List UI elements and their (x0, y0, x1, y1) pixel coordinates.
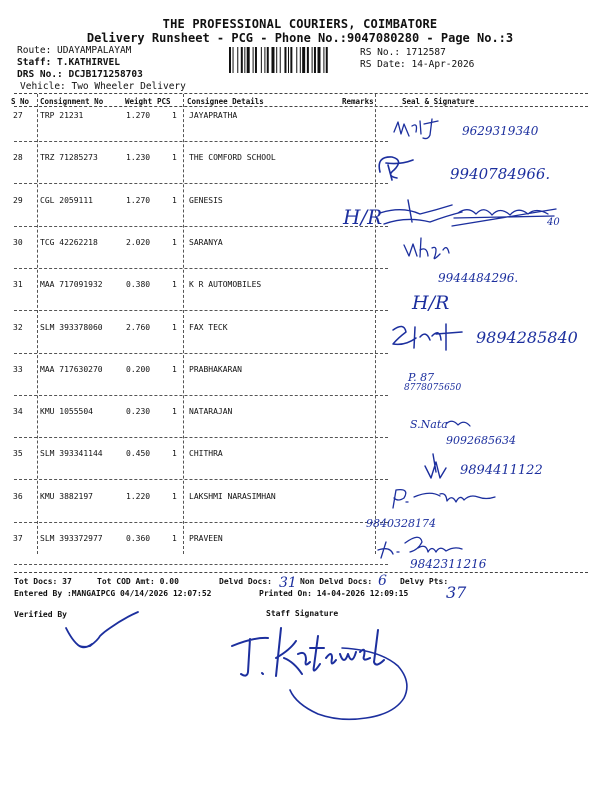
row-consignee: LAKSHMI NARASIMHAN (189, 491, 276, 501)
row-separator (14, 268, 388, 269)
row-sno: 28 (13, 153, 23, 163)
signature-text: P. 87 (408, 371, 435, 384)
delivered-docs-label: Delvd Docs: (219, 577, 272, 586)
row-separator (14, 353, 388, 354)
row-separator (14, 310, 388, 311)
row-weight: 1.270 (126, 111, 151, 120)
row-pcs: 1 (172, 449, 177, 459)
rs-number: RS No.: 1712587 (360, 47, 446, 58)
recipient-phone: 9092685634 (446, 434, 516, 447)
delivery-points-count: 37 (446, 583, 467, 602)
row-pcs: 1 (172, 534, 177, 543)
row-sno: 30 (13, 237, 23, 247)
row-consignee: CHITHRA (189, 449, 223, 459)
row-consignee: THE COMFORD SCHOOL (189, 153, 276, 163)
recipient-phone: 9842311216 (410, 557, 487, 571)
row-consignment-no: KMU 1055504 (40, 407, 93, 417)
row-weight: 0.450 (126, 449, 151, 459)
header-rule-bottom (14, 106, 588, 107)
table-row (0, 111, 600, 151)
row-weight: 0.230 (126, 407, 151, 417)
row-separator (14, 226, 388, 227)
row-sno: 32 (13, 322, 23, 332)
recipient-phone: 9940784966. (450, 165, 551, 183)
vehicle-label: Vehicle: Two Wheeler Delivery (20, 81, 186, 92)
row-sno: 37 (13, 534, 23, 543)
row-weight: 0.380 (126, 280, 151, 290)
row-pcs: 1 (172, 491, 177, 501)
company-title: THE PROFESSIONAL COURIERS, COIMBATORE (162, 17, 438, 31)
recipient-phone: 8778075650 (404, 383, 462, 393)
table-row (0, 534, 600, 574)
route-label: Route: UDAYAMPALAYAM (17, 45, 132, 56)
recipient-phone: 9840328174 (366, 517, 436, 530)
row-separator (14, 479, 388, 480)
table-row (0, 153, 600, 193)
row-consignee: PRAVEEN (189, 534, 223, 543)
row-consignment-no: MAA 717630270 (40, 364, 103, 374)
row-consignee: SARANYA (189, 237, 223, 247)
table-row (0, 449, 600, 489)
row-sno: 36 (13, 491, 23, 501)
row-consignment-no: SLM 393341144 (40, 449, 103, 459)
verified-by-label: Verified By (14, 610, 67, 619)
row-consignee: PRABHAKARAN (189, 364, 242, 374)
col-sno: S No (11, 97, 30, 106)
row-sno: 35 (13, 449, 23, 459)
row-consignee: JAYAPRATHA (189, 111, 238, 120)
row-weight: 0.200 (126, 364, 151, 374)
row-pcs: 1 (172, 195, 177, 205)
col-consignee: Consignee Details (187, 97, 264, 106)
table-row (0, 196, 600, 236)
entered-by: Entered By :MANGAIPCG 04/14/2026 12:07:52 (14, 589, 212, 598)
row-weight: 0.360 (126, 534, 151, 543)
col-weight: Weight (125, 97, 153, 106)
row-consignment-no: TRP 21231 (40, 111, 84, 120)
row-consignment-no: MAA 717091932 (40, 280, 103, 290)
row-sno: 33 (13, 364, 23, 374)
recipient-phone: 40 (547, 217, 560, 228)
row-consignment-no: CGL 2059111 (40, 195, 93, 205)
table-row (0, 492, 600, 532)
table-row (0, 323, 600, 363)
row-consignee: FAX TECK (189, 322, 228, 332)
recipient-phone: 9629319340 (462, 124, 539, 138)
row-consignee: NATARAJAN (189, 407, 233, 417)
row-separator (14, 437, 388, 438)
recipient-phone: 9894285840 (476, 328, 578, 347)
staff-signature-label: Staff Signature (266, 609, 339, 618)
rs-date: RS Date: 14-Apr-2026 (360, 59, 475, 70)
row-weight: 1.270 (126, 195, 151, 205)
row-sno: 29 (13, 195, 23, 205)
delivery-points-label: Delvy Pts: (400, 577, 449, 586)
row-weight: 1.230 (126, 153, 151, 163)
table-row (0, 365, 600, 405)
non-delivered-docs-label: Non Delvd Docs: (300, 577, 373, 586)
row-consignee: K R AUTOMOBILES (189, 280, 262, 290)
handover-mark: H/R (343, 205, 383, 229)
barcode-image (229, 47, 357, 73)
table-row (0, 280, 600, 320)
row-consignment-no: SLM 393378060 (40, 322, 103, 332)
row-pcs: 1 (172, 153, 177, 163)
printed-on: Printed On: 14-04-2026 12:09:15 (259, 589, 409, 598)
row-weight: 1.220 (126, 491, 151, 501)
row-pcs: 1 (172, 364, 177, 374)
row-sno: 31 (13, 280, 23, 290)
row-separator (14, 564, 388, 565)
signature-text: S.Nata (410, 418, 448, 431)
non-delivered-docs-count: 6 (378, 573, 387, 589)
recipient-phone: 9944484296. (438, 271, 519, 285)
totals-rule (14, 572, 588, 573)
row-consignment-no: KMU 3882197 (40, 491, 93, 501)
drs-number: DRS No.: DCJB171258703 (17, 69, 143, 80)
col-pcs: PCS (157, 97, 171, 106)
delivered-docs-count: 31 (279, 575, 297, 591)
row-pcs: 1 (172, 322, 177, 332)
handover-mark: H/R (412, 292, 450, 314)
col-remarks: Remarks (342, 97, 374, 106)
recipient-phone: 9894411122 (460, 463, 543, 478)
row-separator (14, 141, 388, 142)
row-consignment-no: TCG 42262218 (40, 237, 98, 247)
signature-flourish (290, 648, 407, 719)
table-row (0, 238, 600, 278)
row-pcs: 1 (172, 280, 177, 290)
total-cod-amount: Tot COD Amt: 0.00 (97, 577, 179, 586)
row-consignee: GENESIS (189, 195, 223, 205)
col-consignment: Consignment No (40, 97, 104, 106)
table-row (0, 407, 600, 447)
row-sno: 34 (13, 407, 23, 417)
row-weight: 2.020 (126, 237, 151, 247)
row-pcs: 1 (172, 111, 177, 120)
row-separator (14, 395, 388, 396)
row-consignment-no: SLM 393372977 (40, 534, 103, 543)
header-rule-top (14, 93, 588, 94)
row-sno: 27 (13, 111, 23, 120)
row-separator (14, 183, 388, 184)
row-pcs: 1 (172, 237, 177, 247)
row-consignment-no: TRZ 71285273 (40, 153, 98, 163)
row-pcs: 1 (172, 407, 177, 417)
row-weight: 2.760 (126, 322, 151, 332)
total-docs: Tot Docs: 37 (14, 577, 72, 586)
col-seal: Seal & Signature (402, 97, 475, 106)
staff-label: Staff: T.KATHIRVEL (17, 57, 120, 68)
runsheet-subtitle: Delivery Runsheet - PCG - Phone No.:9047080280 - Page No.:3 (86, 31, 514, 45)
verified-tick-mark (66, 612, 138, 647)
row-separator (14, 522, 388, 523)
staff-signature (232, 628, 384, 676)
